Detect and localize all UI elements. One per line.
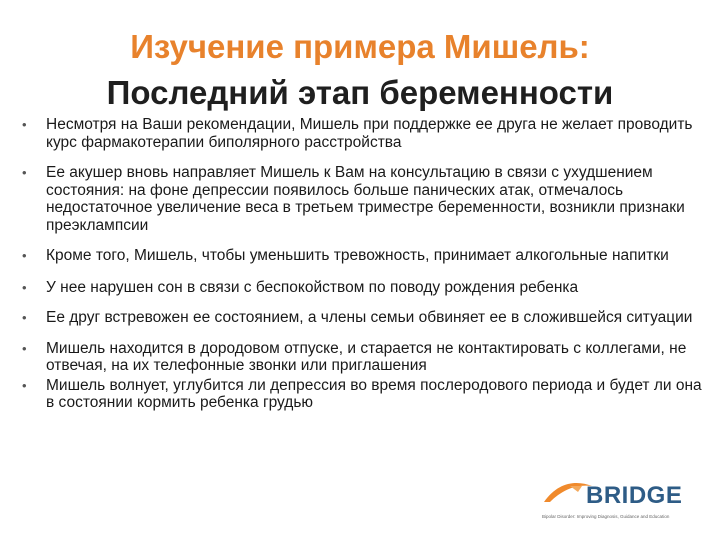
bullet-text: Мишель волнует, углубится ли депрессия во время послеродового периода и будет ли она в состоянии кормить ребенка грудью: [46, 376, 702, 411]
bullet-marker: •: [22, 165, 27, 180]
bullet-text: Несмотря на Ваши рекомендации, Мишель при поддержке ее друга не желает проводить курс фармакотерапии биполярного расстройства: [46, 116, 693, 151]
logo-wordmark: BRIDGE: [586, 482, 683, 509]
bullet-marker: •: [22, 117, 27, 132]
bullet-item: [22, 279, 714, 297]
bullet-marker: •: [22, 248, 27, 263]
title-line-1: Изучение примера Мишель:: [130, 28, 590, 66]
bullet-text: Мишель находится в дородовом отпуске, и старается не контактировать с коллегами, не отвечая, на их телефонные звонки или приглашения: [46, 339, 687, 374]
bullet-text: Кроме того, Мишель, чтобы уменьшить тревожность, принимает алкогольные напитки: [46, 247, 669, 264]
bridge-logo: [540, 476, 716, 536]
bullet-item: [22, 164, 714, 234]
bullet-text: Ее друг встревожен ее состоянием, а члены семьи обвиняет ее в сложившейся ситуации: [46, 309, 693, 326]
bullet-marker: •: [22, 310, 27, 325]
bullet-marker: •: [22, 340, 27, 356]
bullet-item: [22, 116, 714, 151]
bullet-item: [22, 340, 714, 375]
bullet-marker: •: [22, 377, 27, 393]
bullet-text: Ее акушер вновь направляет Мишель к Вам на консультацию в связи с ухудшением состояния: на фоне депрессии появилось больше панических атак, отмечалось недостаточное увеличение веса в третьем триместре беременности, возникли признаки преэклампсии: [46, 164, 685, 234]
bullet-item: [22, 247, 714, 265]
bullet-item: [22, 309, 714, 327]
slide-title: [0, 24, 720, 116]
bullet-item: [22, 377, 714, 412]
title-line-2: Последний этап беременности: [106, 74, 614, 112]
logo-tagline: Bipolar Disorder: Improving Diagnosis, Guidance and Education: [542, 514, 670, 519]
bullet-text: У нее нарушен сон в связи с беспокойством по поводу рождения ребенка: [46, 278, 579, 296]
bullet-list: [22, 116, 714, 412]
bullet-marker: •: [22, 279, 27, 295]
